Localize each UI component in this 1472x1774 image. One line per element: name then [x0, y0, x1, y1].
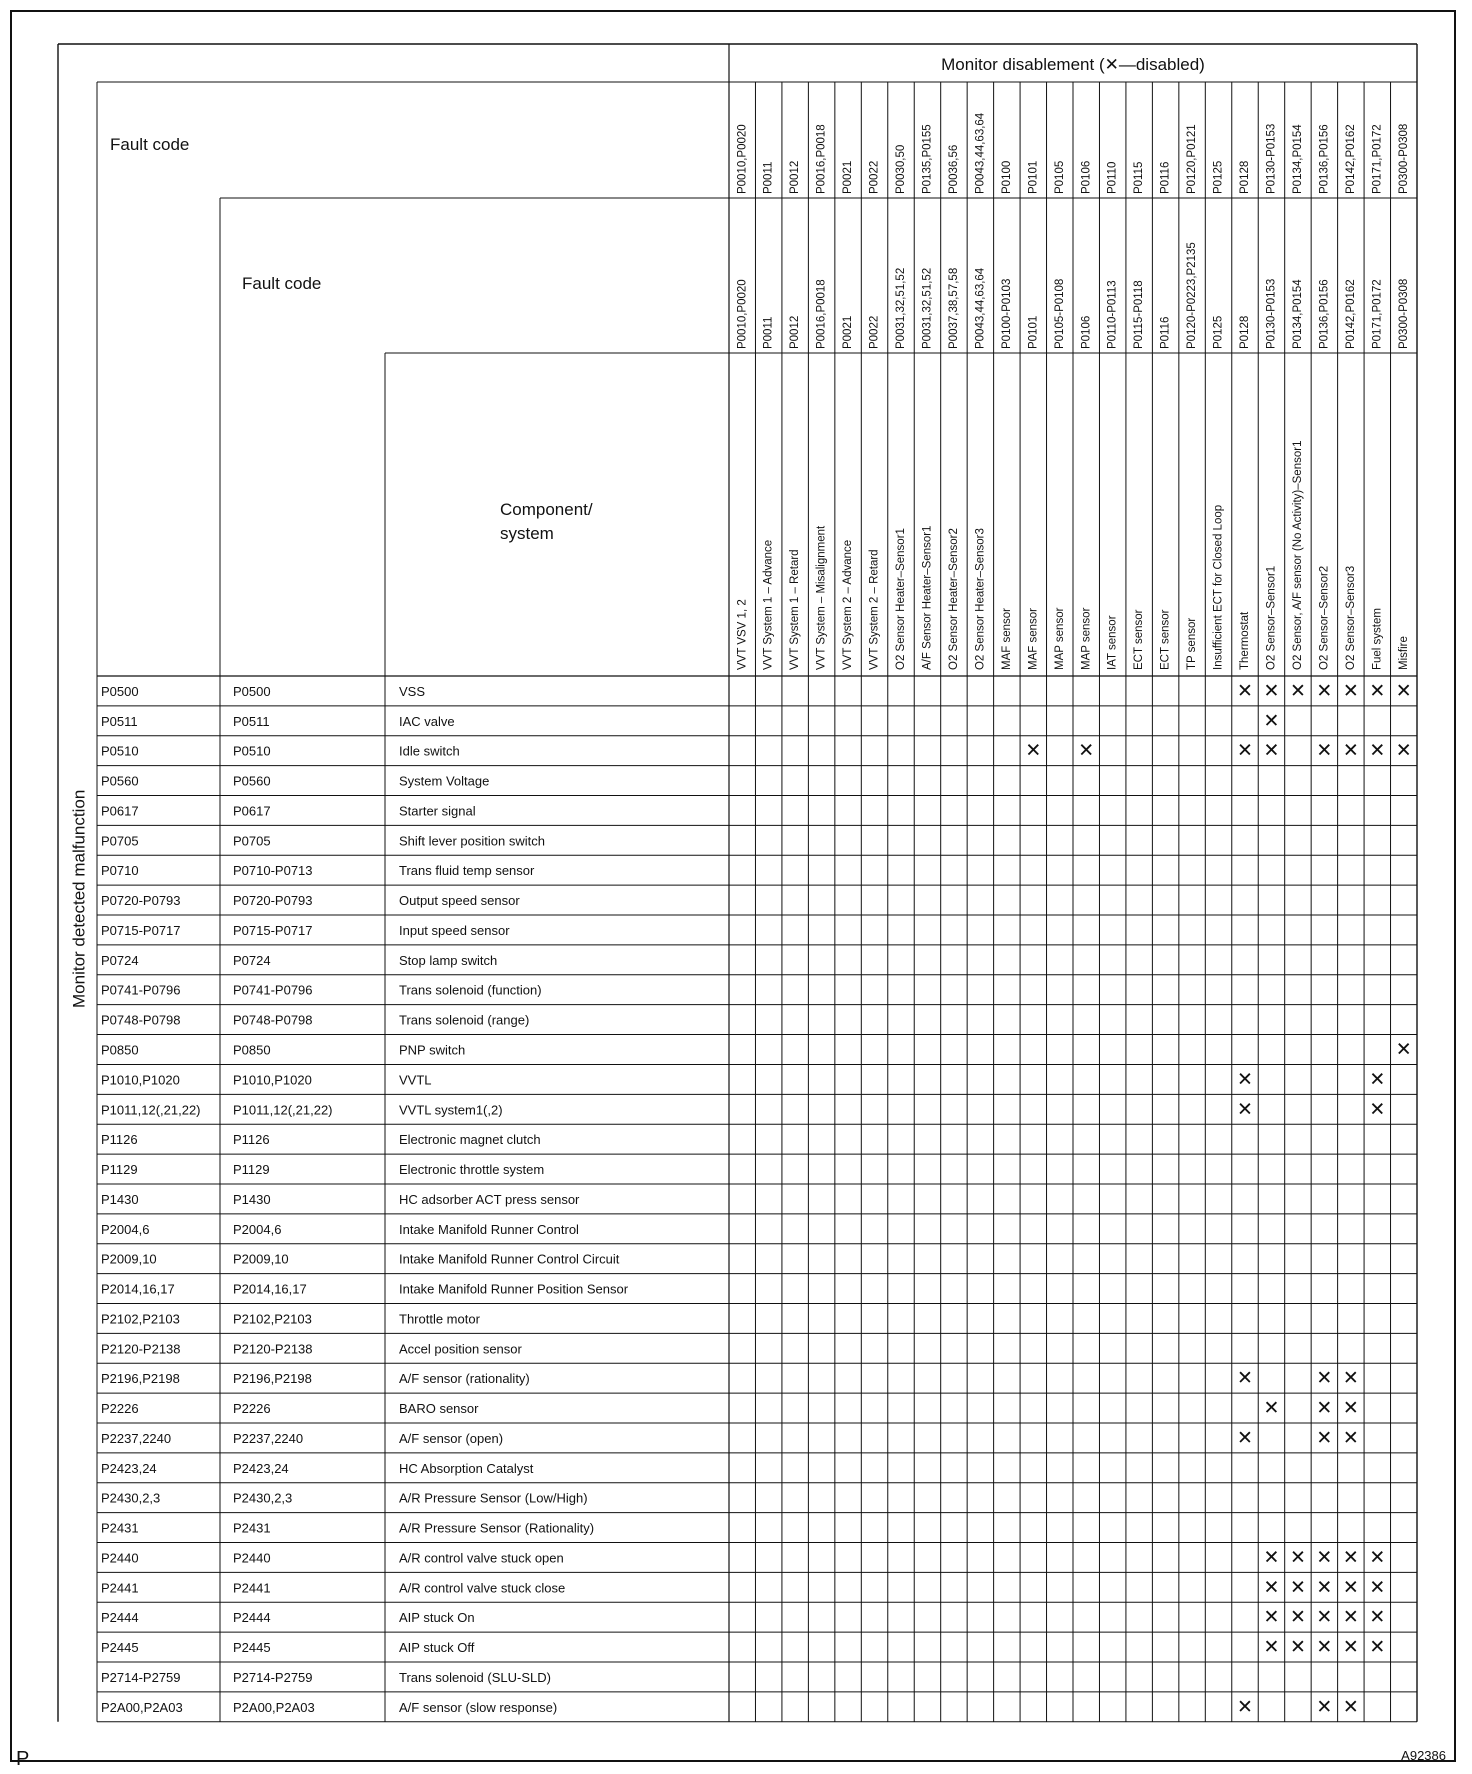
disabled-mark: ✕ — [1289, 1547, 1306, 1569]
column-system-name: VVT System 1 – Advance — [762, 539, 775, 670]
column-code-top: P0116 — [1159, 161, 1172, 194]
column-code-mid: P0110-P0113 — [1106, 280, 1119, 349]
row-component-name: Trans solenoid (range) — [399, 1012, 530, 1028]
disabled-mark: ✕ — [1316, 1427, 1333, 1449]
row-fault-code-outer: P0705 — [101, 833, 139, 849]
row-component-name: A/F sensor (rationality) — [399, 1371, 530, 1387]
column-system-name: ECT sensor — [1133, 609, 1146, 670]
disabled-mark: ✕ — [1369, 680, 1386, 702]
row-fault-code-inner: P2120-P2138 — [233, 1341, 313, 1357]
row-fault-code-outer: P2009,10 — [101, 1251, 157, 1267]
column-code-top: P0134,P0154 — [1291, 124, 1304, 194]
disabled-mark: ✕ — [1316, 1547, 1333, 1569]
disabled-mark: ✕ — [1263, 710, 1280, 732]
column-code-mid: P0171,P0172 — [1371, 279, 1384, 349]
disabled-mark: ✕ — [1369, 1069, 1386, 1091]
column-code-top: P0135,P0155 — [921, 124, 934, 194]
disabled-mark: ✕ — [1395, 1039, 1412, 1061]
disabled-mark: ✕ — [1237, 1368, 1253, 1390]
column-system-name: O2 Sensor, A/F sensor (No Activity)–Sensor1 — [1291, 440, 1304, 670]
row-fault-code-inner: P1126 — [233, 1132, 270, 1148]
column-system-name: Thermostat — [1239, 611, 1252, 670]
disabled-mark: ✕ — [1237, 680, 1253, 702]
row-component-name: AIP stuck On — [399, 1610, 475, 1626]
column-code-top: P0100 — [1000, 160, 1013, 194]
column-system-name: VVT System 1 – Retard — [789, 549, 802, 670]
row-fault-code-inner: P2009,10 — [233, 1251, 289, 1267]
row-fault-code-outer: P0741-P0796 — [101, 982, 181, 998]
row-component-name: HC adsorber ACT press sensor — [399, 1191, 580, 1207]
column-system-name: O2 Sensor–Sensor3 — [1344, 565, 1357, 670]
disabled-mark: ✕ — [1369, 1637, 1386, 1659]
disabled-mark: ✕ — [1369, 1577, 1386, 1599]
row-fault-code-outer: P2445 — [101, 1640, 139, 1656]
row-fault-code-inner: P0710-P0713 — [233, 863, 313, 879]
disabled-mark: ✕ — [1342, 1637, 1359, 1659]
column-code-mid: P0116 — [1159, 316, 1172, 349]
column-code-mid: P0100-P0103 — [1000, 278, 1013, 349]
column-code-top: P0125 — [1212, 160, 1225, 194]
figure-id: A92386 — [1401, 1748, 1446, 1763]
disabled-mark: ✕ — [1078, 740, 1095, 762]
column-code-top: P0136,P0156 — [1318, 124, 1331, 194]
row-fault-code-outer: P2A00,P2A03 — [101, 1699, 183, 1715]
fault-code-outer-label: Fault code — [110, 135, 190, 154]
row-component-name: Throttle motor — [399, 1311, 480, 1327]
column-code-mid: P0125 — [1212, 315, 1225, 349]
column-code-top: P0012 — [789, 160, 802, 194]
disabled-mark: ✕ — [1289, 1607, 1306, 1629]
column-system-name: MAF sensor — [1000, 607, 1013, 670]
row-component-name: VSS — [399, 683, 426, 699]
row-fault-code-outer: P1430 — [101, 1191, 139, 1207]
disabled-mark: ✕ — [1237, 1427, 1253, 1449]
column-code-mid: P0106 — [1080, 315, 1093, 349]
row-component-name: AIP stuck Off — [399, 1640, 475, 1656]
column-code-top: P0043,44,63,64 — [974, 112, 987, 194]
row-component-name: A/R Pressure Sensor (Rationality) — [399, 1520, 595, 1536]
row-fault-code-inner: P0741-P0796 — [233, 982, 313, 998]
column-system-name: VVT System 2 – Retard — [868, 549, 881, 670]
side-label-monitor-detected: Monitor detected malfunction — [69, 789, 89, 1008]
row-component-name: A/R control valve stuck close — [399, 1580, 566, 1596]
column-system-name: O2 Sensor Heater–Sensor1 — [895, 528, 908, 670]
corner-letter: P — [16, 1748, 30, 1770]
row-component-name: Idle switch — [399, 743, 460, 759]
row-component-name: A/F sensor (open) — [399, 1430, 504, 1446]
row-fault-code-inner: P0724 — [233, 952, 271, 968]
disabled-mark: ✕ — [1316, 1696, 1333, 1718]
column-system-name: MAP sensor — [1080, 607, 1093, 670]
row-fault-code-outer: P1011,12(,21,22) — [101, 1102, 201, 1118]
row-fault-code-outer: P0724 — [101, 952, 139, 968]
disabled-mark: ✕ — [1342, 1368, 1359, 1390]
disabled-mark: ✕ — [1263, 680, 1280, 702]
row-fault-code-outer: P2423,24 — [101, 1460, 157, 1476]
row-fault-code-outer: P2714-P2759 — [101, 1669, 181, 1685]
column-system-name: TP sensor — [1186, 617, 1199, 670]
disabled-mark: ✕ — [1237, 1696, 1253, 1718]
row-fault-code-outer: P2004,6 — [101, 1221, 150, 1237]
row-component-name: Accel position sensor — [399, 1341, 522, 1357]
column-code-mid: P0136,P0156 — [1318, 279, 1331, 349]
disabled-mark: ✕ — [1316, 1637, 1333, 1659]
row-component-name: A/R control valve stuck open — [399, 1550, 564, 1566]
component-label-line1: Component/ — [500, 500, 593, 519]
row-fault-code-inner: P0510 — [233, 743, 271, 759]
row-fault-code-outer: P2430,2,3 — [101, 1490, 161, 1506]
column-system-name: Misfire — [1397, 636, 1410, 670]
column-code-top: P0011 — [762, 161, 775, 194]
column-code-top: P0120,P0121 — [1186, 124, 1199, 194]
row-fault-code-inner: P2A00,P2A03 — [233, 1699, 315, 1715]
disabled-mark: ✕ — [1316, 1577, 1333, 1599]
row-fault-code-inner: P1129 — [233, 1162, 270, 1178]
row-component-name: Intake Manifold Runner Control Circuit — [399, 1251, 620, 1267]
column-system-name: VVT System 2 – Advance — [842, 539, 855, 670]
column-code-top: P0115 — [1133, 161, 1146, 194]
row-fault-code-inner: P2102,P2103 — [233, 1311, 312, 1327]
column-system-name: MAF sensor — [1027, 608, 1040, 670]
disabled-mark: ✕ — [1237, 1069, 1253, 1091]
disabled-mark: ✕ — [1316, 740, 1333, 762]
row-fault-code-inner: P2430,2,3 — [233, 1490, 293, 1506]
row-fault-code-inner: P2445 — [233, 1640, 271, 1656]
column-code-top: P0021 — [842, 160, 855, 194]
column-code-mid: P0031,32,51,52 — [895, 267, 908, 349]
column-system-name: ECT sensor — [1159, 609, 1172, 670]
column-code-mid: P0142,P0162 — [1344, 279, 1357, 349]
row-fault-code-inner: P1011,12(,21,22) — [233, 1102, 333, 1118]
row-fault-code-outer: P2014,16,17 — [101, 1281, 175, 1297]
row-fault-code-inner: P2440 — [233, 1550, 271, 1566]
row-fault-code-inner: P0715-P0717 — [233, 922, 313, 938]
column-code-mid: P0022 — [868, 315, 881, 349]
row-fault-code-inner: P2714-P2759 — [233, 1669, 313, 1685]
row-fault-code-inner: P2237,2240 — [233, 1430, 304, 1446]
row-fault-code-inner: P2004,6 — [233, 1221, 282, 1237]
column-code-top: P0101 — [1027, 160, 1040, 194]
column-system-name: O2 Sensor Heater–Sensor2 — [947, 528, 960, 670]
disabled-mark: ✕ — [1237, 1099, 1253, 1121]
row-fault-code-inner: P2423,24 — [233, 1460, 289, 1476]
disabled-mark: ✕ — [1316, 1607, 1333, 1629]
disabled-mark: ✕ — [1342, 1398, 1359, 1420]
row-fault-code-inner: P0705 — [233, 833, 271, 849]
row-fault-code-inner: P0850 — [233, 1042, 271, 1058]
column-code-mid: P0105-P0108 — [1053, 278, 1066, 349]
row-fault-code-outer: P2431 — [101, 1520, 139, 1536]
row-component-name: BARO sensor — [399, 1401, 479, 1417]
column-code-mid: P0101 — [1027, 315, 1040, 349]
row-fault-code-inner: P2226 — [233, 1401, 271, 1417]
row-fault-code-outer: P0850 — [101, 1042, 139, 1058]
column-system-name: MAP sensor — [1053, 607, 1066, 670]
column-code-top: P0022 — [868, 160, 881, 194]
column-code-mid: P0043,44,63,64 — [974, 267, 987, 349]
row-fault-code-inner: P2196,P2198 — [233, 1371, 312, 1387]
column-code-top: P0105 — [1053, 160, 1066, 194]
column-code-mid: P0120-P0223,P2135 — [1186, 242, 1199, 349]
row-fault-code-outer: P1010,P1020 — [101, 1072, 180, 1088]
row-fault-code-inner: P2014,16,17 — [233, 1281, 307, 1297]
row-fault-code-outer: P0560 — [101, 773, 139, 789]
row-fault-code-outer: P0510 — [101, 743, 139, 759]
disabled-mark: ✕ — [1316, 1368, 1333, 1390]
row-component-name: Trans solenoid (SLU-SLD) — [399, 1669, 551, 1685]
fault-code-inner-label: Fault code — [242, 274, 322, 293]
column-code-mid: P0300-P0308 — [1397, 278, 1410, 349]
disabled-mark: ✕ — [1342, 1427, 1359, 1449]
row-fault-code-outer: P2237,2240 — [101, 1430, 172, 1446]
disabled-mark: ✕ — [1342, 1696, 1359, 1718]
disabled-mark: ✕ — [1395, 740, 1412, 762]
column-code-mid: P0011 — [762, 316, 775, 349]
row-fault-code-outer: P0617 — [101, 803, 139, 819]
row-fault-code-inner: P1010,P1020 — [233, 1072, 312, 1088]
column-system-name: VVT System – Misalignment — [815, 525, 828, 670]
column-code-mid: P0031,32,51,52 — [921, 267, 934, 349]
disabled-mark: ✕ — [1263, 740, 1280, 762]
row-component-name: A/F sensor (slow response) — [399, 1699, 558, 1715]
row-fault-code-inner: P0511 — [233, 713, 270, 729]
disabled-mark: ✕ — [1369, 1099, 1386, 1121]
column-system-name: O2 Sensor Heater–Sensor3 — [974, 528, 987, 670]
row-fault-code-inner: P2431 — [233, 1520, 271, 1536]
disabled-mark: ✕ — [1342, 1547, 1359, 1569]
row-fault-code-outer: P0720-P0793 — [101, 893, 181, 909]
group-header-title: Monitor disablement (✕—disabled) — [941, 55, 1205, 74]
row-component-name: VVTL system1(,2) — [399, 1102, 503, 1118]
column-system-name: Fuel system — [1371, 608, 1384, 670]
disabled-mark: ✕ — [1342, 1607, 1359, 1629]
column-code-top: P0030,50 — [895, 144, 908, 194]
row-component-name: Trans fluid temp sensor — [399, 863, 535, 879]
disabled-mark: ✕ — [1369, 1607, 1386, 1629]
row-fault-code-outer: P0715-P0717 — [101, 922, 181, 938]
row-fault-code-inner: P0617 — [233, 803, 271, 819]
disabled-mark: ✕ — [1369, 740, 1386, 762]
disabled-mark: ✕ — [1263, 1637, 1280, 1659]
row-fault-code-outer: P0511 — [101, 713, 138, 729]
column-code-top: P0130-P0153 — [1265, 123, 1278, 194]
row-fault-code-outer: P2196,P2198 — [101, 1371, 180, 1387]
row-component-name: Intake Manifold Runner Position Sensor — [399, 1281, 629, 1297]
column-system-name: O2 Sensor–Sensor2 — [1318, 565, 1331, 670]
row-fault-code-outer: P2441 — [101, 1580, 139, 1596]
row-fault-code-outer: P0710 — [101, 863, 139, 879]
row-fault-code-inner: P1430 — [233, 1191, 271, 1207]
column-code-top: P0036,56 — [947, 144, 960, 194]
row-fault-code-outer: P0748-P0798 — [101, 1012, 181, 1028]
column-system-name: Insufficient ECT for Closed Loop — [1212, 504, 1225, 670]
disabled-mark: ✕ — [1263, 1547, 1280, 1569]
disabled-mark: ✕ — [1289, 1637, 1306, 1659]
row-component-name: HC Absorption Catalyst — [399, 1460, 534, 1476]
disabled-mark: ✕ — [1342, 1577, 1359, 1599]
row-fault-code-inner: P0748-P0798 — [233, 1012, 313, 1028]
disabled-mark: ✕ — [1316, 1398, 1333, 1420]
column-code-top: P0128 — [1239, 160, 1252, 194]
row-fault-code-inner: P0560 — [233, 773, 271, 789]
column-code-top: P0171,P0172 — [1371, 124, 1384, 194]
column-system-name: IAT sensor — [1106, 615, 1119, 670]
disabled-mark: ✕ — [1342, 680, 1359, 702]
column-code-mid: P0128 — [1239, 315, 1252, 349]
disabled-mark: ✕ — [1289, 1577, 1306, 1599]
column-system-name: VVT VSV 1, 2 — [736, 599, 749, 670]
column-code-mid: P0021 — [842, 315, 855, 349]
column-system-name: A/F Sensor Heater–Sensor1 — [921, 525, 934, 670]
disabled-mark: ✕ — [1263, 1607, 1280, 1629]
row-component-name: System Voltage — [399, 773, 490, 789]
disabled-mark: ✕ — [1237, 740, 1253, 762]
column-code-top: P0300-P0308 — [1397, 123, 1410, 194]
row-component-name: Electronic magnet clutch — [399, 1132, 541, 1148]
disabled-mark: ✕ — [1316, 680, 1333, 702]
row-fault-code-outer: P2226 — [101, 1401, 139, 1417]
row-fault-code-outer: P1129 — [101, 1162, 138, 1178]
disabled-mark: ✕ — [1369, 1547, 1386, 1569]
row-fault-code-inner: P2444 — [233, 1610, 271, 1626]
row-component-name: Shift lever position switch — [399, 833, 545, 849]
row-fault-code-outer: P2440 — [101, 1550, 139, 1566]
row-fault-code-inner: P0720-P0793 — [233, 893, 313, 909]
row-fault-code-inner: P0500 — [233, 683, 271, 699]
row-component-name: Starter signal — [399, 803, 476, 819]
row-component-name: PNP switch — [399, 1042, 466, 1058]
column-code-mid: P0012 — [789, 315, 802, 349]
disabled-mark: ✕ — [1342, 740, 1359, 762]
row-component-name: Trans solenoid (function) — [399, 982, 542, 998]
disabled-mark: ✕ — [1263, 1398, 1280, 1420]
column-code-top: P0010,P0020 — [736, 124, 749, 194]
component-label-line2: system — [500, 524, 554, 543]
disabled-mark: ✕ — [1395, 680, 1412, 702]
column-code-mid: P0134,P0154 — [1291, 279, 1304, 349]
disabled-mark: ✕ — [1263, 1577, 1280, 1599]
column-code-mid: P0115-P0118 — [1133, 280, 1146, 349]
column-system-name: O2 Sensor–Sensor1 — [1265, 565, 1278, 670]
row-fault-code-outer: P0500 — [101, 683, 139, 699]
column-code-mid: P0016,P0018 — [815, 279, 828, 349]
column-code-top: P0142,P0162 — [1344, 124, 1357, 194]
column-code-mid: P0037,38,57,58 — [947, 267, 960, 349]
disabled-mark: ✕ — [1289, 680, 1306, 702]
row-fault-code-inner: P2441 — [233, 1580, 271, 1596]
row-component-name: Stop lamp switch — [399, 952, 498, 968]
row-component-name: IAC valve — [399, 713, 455, 729]
column-code-top: P0110 — [1106, 161, 1119, 194]
column-code-mid: P0130-P0153 — [1265, 278, 1278, 349]
column-code-mid: P0010,P0020 — [736, 279, 749, 349]
column-code-top: P0106 — [1080, 160, 1093, 194]
row-fault-code-outer: P2120-P2138 — [101, 1341, 181, 1357]
row-component-name: Electronic throttle system — [399, 1162, 545, 1178]
row-fault-code-outer: P2444 — [101, 1610, 139, 1626]
row-component-name: Intake Manifold Runner Control — [399, 1221, 579, 1237]
row-component-name: Output speed sensor — [399, 893, 520, 909]
row-fault-code-outer: P2102,P2103 — [101, 1311, 180, 1327]
row-component-name: A/R Pressure Sensor (Low/High) — [399, 1490, 588, 1506]
row-component-name: Input speed sensor — [399, 922, 510, 938]
row-component-name: VVTL — [399, 1072, 432, 1088]
column-code-top: P0016,P0018 — [815, 124, 828, 194]
disabled-mark: ✕ — [1025, 740, 1042, 762]
row-fault-code-outer: P1126 — [101, 1132, 138, 1148]
